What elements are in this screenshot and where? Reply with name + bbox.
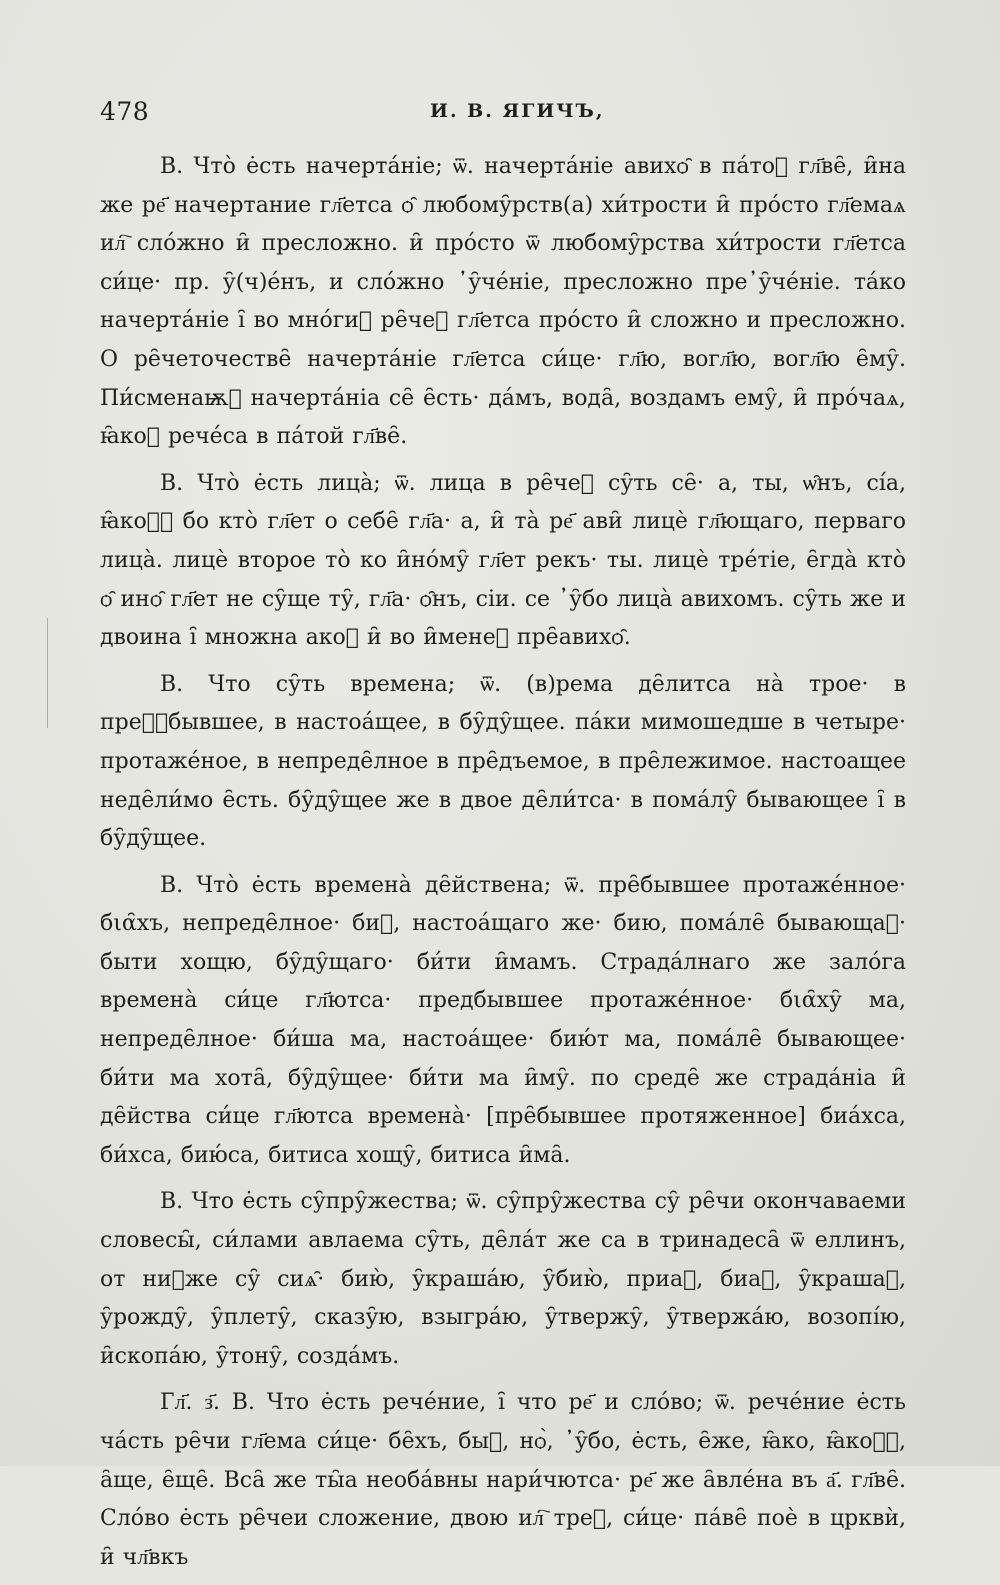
margin-pencil-line: [47, 618, 48, 728]
paragraph-suprujestva: В. Что е̇сть су̑пру̑жества; ѿ. су̑пру̑жества су̑ ре̑чи окончаваеми словесы̑, си́лами авлаема су̑ть, де̑ла́т же са в тринадеса̑ ѿ еллинъ, от ниⷯже су̑ сиѧ̑· бию̀, у̑краша́ю, у̑бию̀, приаⷯ, биаⷯ, у̑крашаⷯ, у̑рожду̑, у̑плету̑, сказу̑ю, взыгра́ю, у̑твержу̑, у̑твержа́ю, возопі́ю, и̑скопа́ю, у̑тону̑, созда́мъ.: [100, 1189, 906, 1369]
paragraph-lica: В. Что̀ е̇сть лица̀; ѿ. лица в ре̑чеⷯ су̑ть се̑· а, ты, ѡ̑нъ, сі́а, ꙗ̑коⷤⷷ бо кто̀ гл҃ет о себе̑ гл҃а· а, и̑ та̀ ре҃ ави̑ лицѐ гл҃ющаго, перваго лица̀. лицѐ второе то̀ ко и̑но́му̑ гл҃ет рекъ· ты. лицѐ тре́тіе, е̑гда̀ кто̀ ѻ̑ инѻ̑ гл҃ет не су̑ще ту̑, гл҃а· ѻ̑нъ, сіи. се ᾿у̑бо лица̀ авихомъ. су̑ть же и двоина і̑ множна акоⷤ и̑ во и̑менеⷯ пре̑авихѻ̑.: [100, 470, 906, 651]
page-header: [100, 97, 906, 131]
paragraph-nachertanie: В. Что̀ е̇сть начерта́ніе; ѿ. начерта́ніе авихѻ̑ в па́то꙼ гл҃ве̑, и̑на же ре҃ начертание гл҃етса ѻ̑ любому̑рств(а) хи́трости и̑ про́сто гл҃емаѧ ил҇ сло́жно и̑ пресложно. и̑ про́сто ѿ любому̑рства хи́трости гл҃етса си́це· пр. у̑(ч)е́нъ, и сло́жно ᾿у̑че́ніе, пресложно пре᾿у̑че́ніе. та́ко начерта́ніе і̑ во мно́гиⷯ ре̑чеⷯ гл҃етса про́сто и̑ сложно и пресложно. О ре̑четочестве̑ начерта́ніе гл҃етса си́це· гл҃ю, вогл҃ю, вогл҃ю е̑му̑. Пи́сменаѭⷤ начерта́ніа се̑ е̑сть· да́мъ, вода̑, воздамъ ему̑, и̑ про́чаѧ, ꙗ̑коⷤ рече́са в па́той гл҃ве̑.: [100, 154, 906, 450]
paragraph-vremena: В. Что су̑ть времена; ѿ. (в)рема де̑литса на̀ трое· в преⷤⷷбывшее, в настоа́щее, в бу̑ду̑щее. па́ки мимошедше в четыре· протаже́ное, в непреде̑лное в пре̑дъемое, в пре̑лежимое. настоащее неде̑ли́мо е̑сть. бу̑ду̑щее же в двое де̑ли́тса· в пома́лу̑ бывающее і̑ в бу̑ду̑щее.: [100, 671, 906, 852]
paragraph-vremena-deistvena: В. Что̀ е̇сть времена̀ де̑йствена; ѿ. пре̑бывшее протаже́нное· бια̑хъ, непреде̑лное· биⷯ, настоа́щаго же· бию, пома́ле̑ бывающа꙼· быти хощю, бу̑ду̑щаго· би́ти и̑мамъ. Страда́лнаго же зало́га времена̀ си́це гл҃ютса· предбывшее протаже́нное· бια̑ху̑ ма, непреде̑лное· би́ша ма, настоа́щее· бию́т ма, пома́ле̑ бывающее· би́ти ма хота̑, бу̑ду̑щее· би́ти ма и̑му̑. по среде̑ же страда́ніа и̑ де̑йства си́це гл҃ютса времена̀· [пре̑бывшее протяженное] биа́хса, би́хса, бию́са, битиса хощу̑, битиса и̑ма̑.: [100, 872, 906, 1168]
running-head: И. В. ЯГИЧЪ,: [430, 100, 605, 122]
page-number: 478: [100, 97, 150, 126]
paragraph-glava-z-rechenie: Гл҃. з҃. В. Что е̇сть рече́ние, і̑ что ре҃ и сло́во; ѿ. рече́ние е̇сть ча́сть ре̑чи гл҃ема си́це· бе̑хъ, быⷯ, нѻ̀, ᾿у̑бо, е̇сть, е̑же, ꙗ̑ко, ꙗ̑коⷤⷷ, а̑ще, е̑ще̑. Вса̑ же ты̑а необа́вны нари́чютса· ре҃ же а̑вле́на въ а҃. гл҃ве̑. Сло́во е̇сть ре̑чеи сложение, двою ил҇ треⷯ, си́це· па́ве̑ поѐ в црквѝ, и̑ чл҃вкъ: [100, 1390, 906, 1570]
main-text-block: [100, 148, 906, 1585]
